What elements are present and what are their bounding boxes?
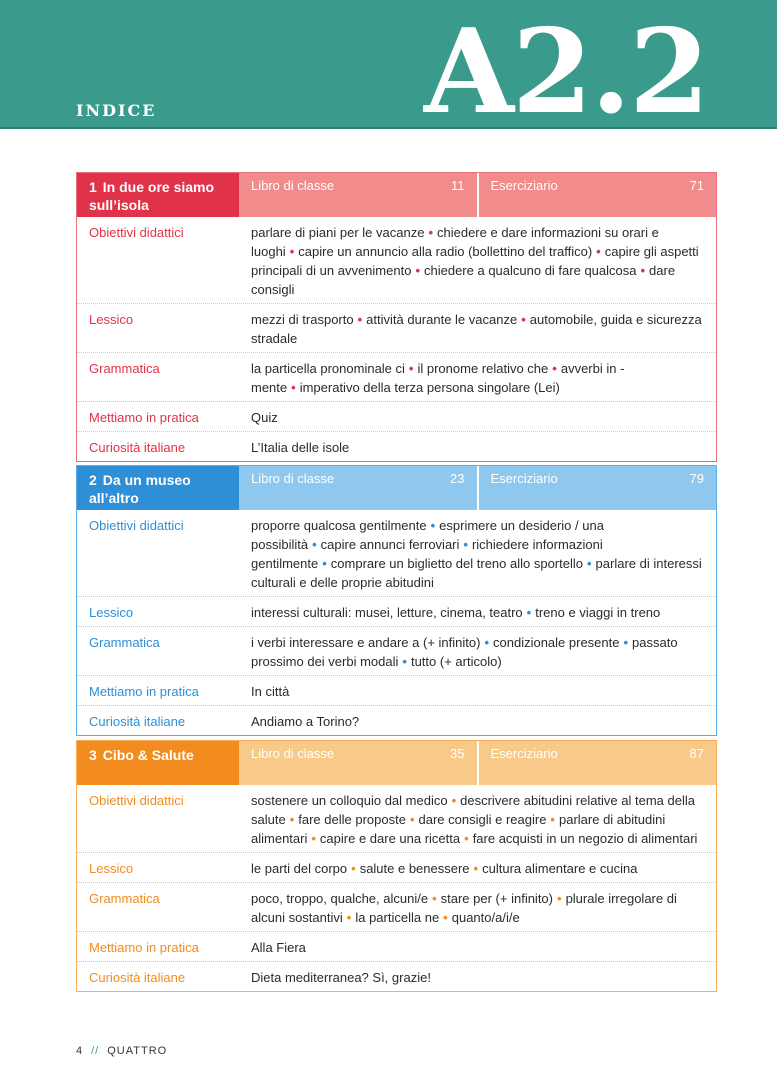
table-row [77, 705, 716, 735]
book-ref [239, 173, 477, 217]
row-label: Grammatica [89, 891, 160, 906]
row-item: chiedere e dare informazioni su orari e luoghi [251, 225, 659, 259]
bullet-separator: • [526, 605, 532, 620]
bullet-separator: • [640, 263, 646, 278]
level-title: A2.2 [424, 4, 708, 140]
row-item: Quiz [251, 410, 278, 425]
unit-title [77, 741, 239, 785]
table-row [77, 785, 716, 852]
row-item: stare per (+ infinito) [440, 891, 553, 906]
row-item: descrivere abitudini relative al tema della salute [251, 793, 695, 827]
row-item: imperativo della terza persona singolare (Lei) [299, 380, 560, 395]
row-label: Curiosità italiane [89, 970, 186, 985]
bullet-separator: • [289, 812, 295, 827]
row-item: capire annunci ferroviari [320, 537, 460, 552]
unit-title-text: Cibo & Salute [102, 747, 194, 763]
exercise-ref-label: Eserciziario [490, 471, 558, 486]
row-value [239, 402, 716, 431]
row-item: la particella pronominale ci [251, 361, 405, 376]
unit-number: 1 [89, 179, 97, 195]
row-label: Lessico [89, 605, 134, 620]
bullet-separator: • [291, 380, 296, 395]
bullet-separator: • [550, 812, 555, 827]
row-value [239, 932, 716, 961]
row-value [239, 432, 716, 461]
row-item: L’Italia delle isole [251, 440, 350, 455]
row-item: i verbi interessare e andare a (+ infinito) [251, 635, 481, 650]
page-number: 4 [76, 1045, 84, 1057]
table-row [77, 675, 716, 705]
table-row [77, 431, 716, 461]
row-label: Mettiamo in pratica [89, 940, 199, 955]
row-item: esprimere un desiderio / una possibilità [251, 518, 604, 552]
row-label: Curiosità italiane [89, 714, 186, 729]
row-item: il pronome relativo che [417, 361, 549, 376]
row-item: fare delle proposte [298, 812, 406, 827]
row-item: fare acquisti in un negozio di alimentari [472, 831, 698, 846]
unit-body [77, 785, 716, 991]
table-row [77, 852, 716, 882]
row-item: capire gli aspetti principali di un avvenimento [251, 244, 699, 278]
row-label: Obiettivi didattici [89, 793, 184, 808]
row-item: tutto (+ articolo) [410, 654, 502, 669]
bullet-separator: • [443, 910, 448, 925]
row-item: mezzi di trasporto [251, 312, 354, 327]
row-item: Andiamo a Torino? [251, 714, 360, 729]
row-item: cultura alimentare e cucina [482, 861, 638, 876]
book-ref [239, 741, 477, 785]
exercise-ref-page: 79 [689, 471, 704, 486]
table-row [77, 510, 716, 596]
exercise-ref-label: Eserciziario [490, 178, 558, 193]
row-label: Obiettivi didattici [89, 518, 184, 533]
bullet-separator: • [552, 361, 557, 376]
page-word: QUATTRO [107, 1045, 168, 1057]
row-label: Mettiamo in pratica [89, 410, 199, 425]
page-footer [76, 1045, 167, 1057]
row-item: Dieta mediterranea? Sì, grazie! [251, 970, 431, 985]
row-label: Mettiamo in pratica [89, 684, 199, 699]
footer-separator: // [91, 1045, 100, 1057]
bullet-separator: • [322, 556, 327, 571]
row-label: Lessico [89, 312, 134, 327]
table-row [77, 961, 716, 991]
bullet-separator: • [451, 793, 457, 808]
row-item: le parti del corpo [251, 861, 348, 876]
exercise-ref-page: 87 [689, 746, 704, 761]
row-label: Grammatica [89, 635, 160, 650]
unit-title-text: Da un museo all’altro [89, 472, 191, 506]
unit-table [76, 740, 717, 992]
exercise-ref-label: Eserciziario [490, 746, 558, 761]
table-row [77, 352, 716, 401]
row-value [239, 304, 716, 352]
bullet-separator: • [432, 891, 437, 906]
bullet-separator: • [346, 910, 352, 925]
row-item: avverbi in -mente [251, 361, 625, 395]
table-row [77, 931, 716, 961]
table-row [77, 596, 716, 626]
row-item: quanto/a/i/e [451, 910, 520, 925]
row-item: interessi culturali: musei, letture, cinema, teatro [251, 605, 523, 620]
row-value [239, 627, 716, 675]
row-item: In città [251, 684, 290, 699]
unit-header [77, 466, 716, 510]
unit-body [77, 510, 716, 735]
bullet-separator: • [289, 244, 295, 259]
row-value [239, 597, 716, 626]
unit-title [77, 466, 239, 510]
row-value [239, 883, 716, 931]
row-value [239, 676, 716, 705]
row-item: chiedere a qualcuno di fare qualcosa [424, 263, 637, 278]
row-label: Obiettivi didattici [89, 225, 184, 240]
unit-number: 2 [89, 472, 97, 488]
row-item: automobile, guida e sicurezza stradale [251, 312, 702, 346]
row-item: capire un annuncio alla radio (bollettino del traffico) [298, 244, 593, 259]
bullet-separator: • [484, 635, 489, 650]
row-item: dare consigli e reagire [418, 812, 547, 827]
row-value [239, 706, 716, 735]
row-item: poco, troppo, qualche, alcuni/e [251, 891, 429, 906]
table-row [77, 626, 716, 675]
book-ref-label: Libro di classe [251, 178, 335, 193]
unit-body [77, 217, 716, 461]
book-ref [239, 466, 477, 510]
bullet-separator: • [596, 244, 601, 259]
bullet-separator: • [311, 831, 316, 846]
book-ref-page: 11 [451, 178, 465, 193]
bullet-separator: • [402, 654, 407, 669]
unit-title-text: In due ore siamo sull’isola [89, 179, 215, 213]
bullet-separator: • [464, 831, 469, 846]
bullet-separator: • [312, 537, 317, 552]
table-row [77, 401, 716, 431]
row-item: salute e benessere [359, 861, 470, 876]
row-item: parlare di abitudini alimentari [251, 812, 666, 846]
row-item: comprare un biglietto del treno allo sportello [330, 556, 583, 571]
row-item: condizionale presente [493, 635, 620, 650]
section-title: INDICE [76, 101, 157, 120]
exercise-ref [477, 741, 717, 785]
row-label: Grammatica [89, 361, 160, 376]
row-item: parlare di piani per le vacanze [251, 225, 425, 240]
row-item: richiedere informazioni gentilmente [251, 537, 603, 571]
bullet-separator: • [463, 537, 468, 552]
bullet-separator: • [586, 556, 592, 571]
row-label: Curiosità italiane [89, 440, 186, 455]
unit-title [77, 173, 239, 217]
row-item: Alla Fiera [251, 940, 306, 955]
bullet-separator: • [473, 861, 479, 876]
bullet-separator: • [357, 312, 363, 327]
book-ref-page: 23 [450, 471, 465, 486]
row-item: sostenere un colloquio dal medico [251, 793, 448, 808]
exercise-ref [477, 173, 717, 217]
row-item: capire e dare una ricetta [319, 831, 461, 846]
unit-table [76, 465, 717, 736]
row-label: Lessico [89, 861, 134, 876]
table-row [77, 882, 716, 931]
bullet-separator: • [521, 312, 526, 327]
book-ref-page: 35 [450, 746, 465, 761]
row-value [239, 785, 716, 852]
bullet-separator: • [408, 361, 414, 376]
table-row [77, 217, 716, 303]
row-item: treno e viaggi in treno [535, 605, 661, 620]
unit-number: 3 [89, 747, 97, 763]
book-ref-label: Libro di classe [251, 471, 335, 486]
table-row [77, 303, 716, 352]
row-item: proporre qualcosa gentilmente [251, 518, 427, 533]
row-item: attività durante le vacanze [366, 312, 518, 327]
exercise-ref [477, 466, 717, 510]
bullet-separator: • [430, 518, 436, 533]
row-value [239, 510, 716, 596]
row-item: dare consigli [251, 263, 676, 297]
row-value [239, 853, 716, 882]
bullet-separator: • [557, 891, 562, 906]
bullet-separator: • [351, 861, 356, 876]
exercise-ref-page: 71 [689, 178, 704, 193]
unit-header [77, 173, 716, 217]
bullet-separator: • [623, 635, 629, 650]
bullet-separator: • [428, 225, 433, 240]
row-item: parlare di interessi culturali e delle proprie abitudini [251, 556, 702, 590]
book-ref-label: Libro di classe [251, 746, 335, 761]
row-item: passato prossimo dei verbi modali [251, 635, 678, 669]
bullet-separator: • [415, 263, 420, 278]
row-value [239, 217, 716, 303]
row-item: plurale irregolare di alcuni sostantivi [251, 891, 677, 925]
unit-header [77, 741, 716, 785]
row-item: la particella ne [355, 910, 440, 925]
bullet-separator: • [409, 812, 415, 827]
row-value [239, 962, 716, 991]
unit-table [76, 172, 717, 462]
row-value [239, 353, 716, 401]
